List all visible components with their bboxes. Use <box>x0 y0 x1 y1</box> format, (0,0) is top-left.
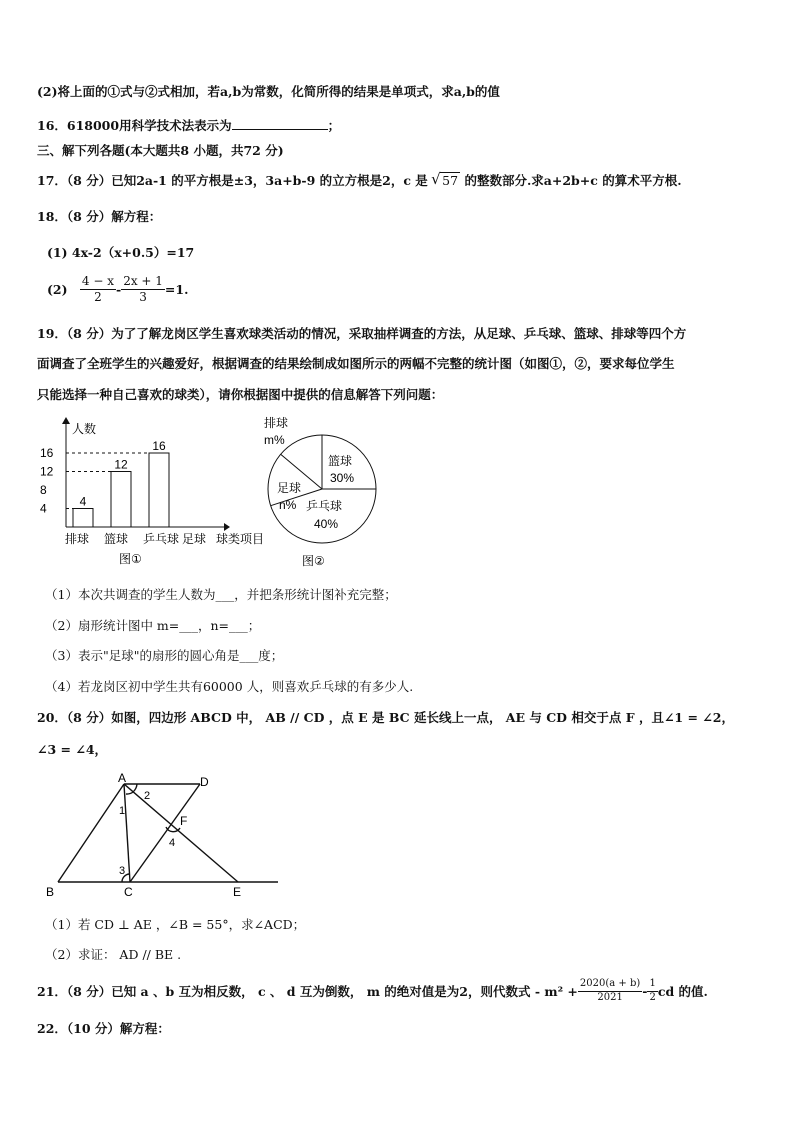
slice-pct-lanqiu: 30% <box>330 471 355 485</box>
question-17-text-end: 的整数部分.求a+2b+c 的算术平方根. <box>464 173 682 188</box>
y-tick-label: 8 <box>40 483 47 497</box>
bar-1 <box>111 472 131 528</box>
question-18: 18．（8 分）解方程： <box>37 209 162 224</box>
arc-angle-1 <box>126 792 133 794</box>
question-16-end: ； <box>327 118 341 133</box>
slice-pct-paiqiu: m% <box>264 433 285 447</box>
question-18-part1: (1) 4x-2（x+0.5）=17 <box>47 245 195 260</box>
y-tick-label: 12 <box>40 464 54 479</box>
bar-value-label: 4 <box>79 494 87 509</box>
bar-0 <box>73 509 93 528</box>
question-15-part2: (2)将上面的①式与②式相加，若a,b为常数，化简所得的结果是单项式，求a,b的值 <box>37 84 500 99</box>
figure-1-caption: 图① <box>119 552 142 566</box>
angle-label-1: 1 <box>119 805 126 817</box>
angle-label-3: 3 <box>119 865 126 877</box>
slice-pct-pingpang: 40% <box>314 517 339 531</box>
x-axis-label: 球类项目 <box>216 532 265 546</box>
fraction-half: $\frac{1}{2}$ <box>649 978 656 1003</box>
point-C: C <box>124 885 133 899</box>
question-20-line1: 20．（8 分）如图，四边形 ABCD 中， AB // CD ，点 E 是 BC 延长线上一点， AE 与 CD 相交于点 F ，且∠1 = ∠2， <box>37 710 734 725</box>
y-tick-label: 4 <box>40 501 47 516</box>
y-tick-label: 16 <box>40 446 54 460</box>
bar-value-label: 16 <box>152 439 166 453</box>
angle-label-4: 4 <box>169 837 176 849</box>
question-21: 21．（8 分）已知 a 、b 互为相反数， c 、 d 互为倒数， m 的绝对值是为2，则代数式 - m² + $\frac{2020(a + b)}{2021}$ - $\frac{1}{2}$ cd 的值. <box>37 978 708 1003</box>
slice-label-zuqiu: 足球 <box>277 481 302 495</box>
question-19-sub4: （4）若龙岗区初中学生共有60000 人，则喜欢乒乓球的有多少人. <box>45 679 414 694</box>
pie-chart-figure-2 <box>258 412 388 572</box>
question-17 <box>37 171 682 189</box>
question-19-sub3: （3）表示"足球"的扇形的圆心角是___度； <box>45 648 284 663</box>
x-category-label: 排球 <box>65 532 90 546</box>
point-A: A <box>118 771 127 785</box>
arc-angle-2 <box>133 784 137 792</box>
question-22: 22．（10 分）解方程： <box>37 1021 170 1036</box>
question-19-sub1: （1）本次共调查的学生人数为___，并把条形统计图补充完整； <box>45 587 397 602</box>
question-21-end: cd 的值. <box>657 984 708 999</box>
question-19-sub2: （2）扇形统计图中 m=___，n=___； <box>45 618 261 633</box>
angle-label-2: 2 <box>144 790 151 802</box>
point-F: F <box>180 814 188 828</box>
slice-label-lanqiu: 篮球 <box>328 454 353 468</box>
section-3-heading: 三、解下列各题(本大题共8 小题，共72 分) <box>37 143 284 158</box>
answer-blank <box>232 129 328 130</box>
question-19-line3: 只能选择一种自己喜欢的球类），请你根据图中提供的信息解答下列问题： <box>37 387 444 402</box>
slice-pct-zuqiu: n% <box>279 498 297 512</box>
y-axis-arrow <box>62 417 70 424</box>
sqrt-57: √ 57 <box>440 172 460 188</box>
x-category-label: 足球 <box>182 532 207 546</box>
fraction-2020: $\frac{2020(a + b)}{2021}$ <box>579 978 641 1003</box>
question-20-sub1: （1）若 CD ⊥ AE ，∠B = 55°，求∠ACD； <box>45 917 306 932</box>
segment-AB <box>58 784 124 882</box>
slice-label-pingpang: 乒乓球 <box>306 499 343 513</box>
bar-chart-figure-1 <box>36 410 276 570</box>
fraction-1: $\frac{4 - x}{2}$ <box>81 274 114 304</box>
question-16-text: 16．618000用科学技术法表示为 <box>37 118 232 133</box>
fraction-2: $\frac{2x + 1}{3}$ <box>123 274 163 304</box>
y-axis-label: 人数 <box>72 422 97 436</box>
slice-label-paiqiu: 排球 <box>264 416 289 430</box>
question-20-line2: ∠3 = ∠4， <box>37 742 108 757</box>
point-E: E <box>233 885 242 899</box>
question-18-part2: (2) $\frac{4 - x}{2}$ - $\frac{2x + 1}{3}$ =1. <box>47 274 189 304</box>
question-20-sub2: （2）求证： AD // BE . <box>45 947 182 962</box>
question-19-line2: 面调查了全班学生的兴趣爱好，根据调查的结果绘制成如图所示的两幅不完整的统计图（如图①，②，要求每位学生 <box>37 356 675 371</box>
geometry-figure <box>40 770 290 900</box>
x-category-label: 乒乓球 <box>143 532 180 546</box>
question-17-text: 17．（8 分）已知2a-1 的平方根是±3，3a+b-9 的立方根是2，c 是 <box>37 173 428 188</box>
x-axis-arrow <box>224 523 230 531</box>
question-16 <box>37 116 340 134</box>
figure-2-caption: 图② <box>302 554 325 568</box>
x-category-label: 篮球 <box>104 532 129 546</box>
bar-value-label: 12 <box>114 457 128 472</box>
question-19-line1: 19．（8 分）为了了解龙岗区学生喜欢球类活动的情况，采取抽样调查的方法，从足球、乒乓球、篮球、排球等四个方 <box>37 326 687 341</box>
question-21-text: 21．（8 分）已知 a 、b 互为相反数， c 、 d 互为倒数， m 的绝对值是为2，则代数式 - m² + <box>37 984 578 999</box>
bar-2 <box>149 453 169 527</box>
point-D: D <box>200 775 209 789</box>
point-B: B <box>46 885 55 899</box>
